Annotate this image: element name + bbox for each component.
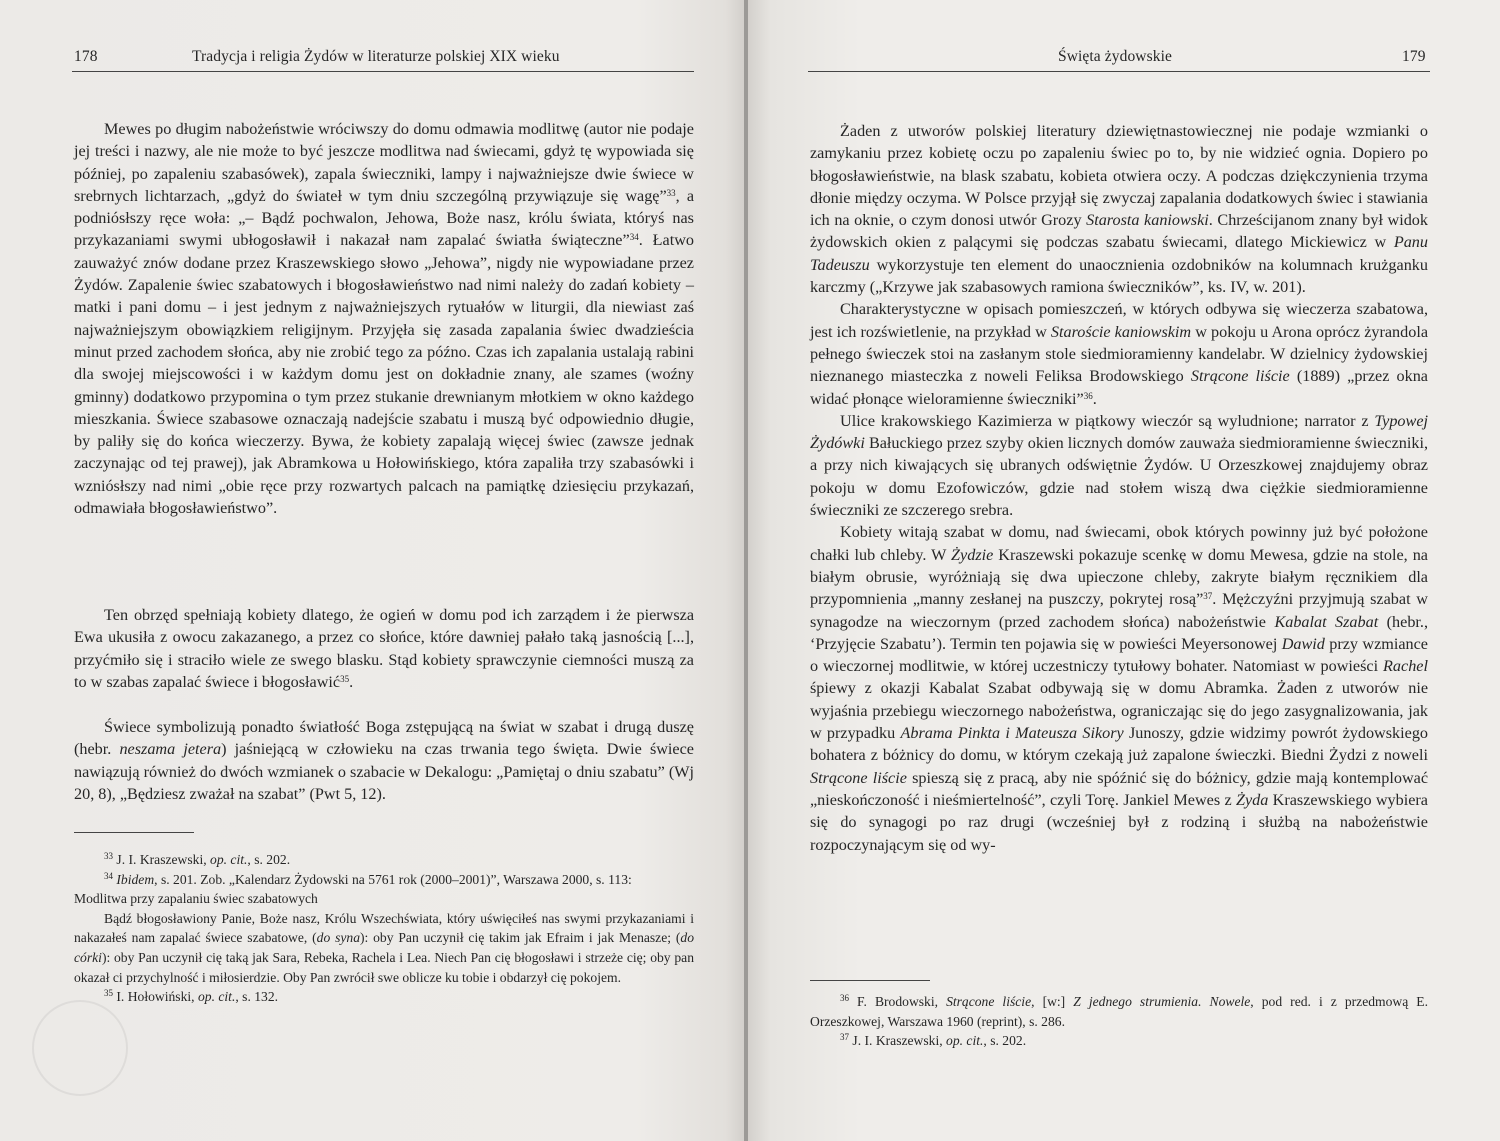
- text-segment: Kraszewskiego wybiera się do synagogi po raz drugi (wcześniej był z rodziną i służbą na nabożeństwie rozpoczynającym się od wy-: [810, 790, 1428, 854]
- page-number-right: 179: [1402, 48, 1426, 65]
- footnote-rule-left: [74, 832, 194, 833]
- footnote-number: 34: [104, 870, 113, 881]
- footnote-33: [74, 850, 694, 870]
- text-segment: , s. 201. Zob. „Kalendarz Żydowski na 5761 rok (2000–2001)”, Warszawa 2000, s. 113:: [154, 871, 632, 887]
- text-segment: . Łatwo zauważyć znów dodane przez Kraszewskiego słowo „Jehowa”, nigdy nie wypowiadane przez Żydów. Zapalenie świec szabatowych i błogosławieństwo nad nimi należy do zadań kobiety – matki i pani domu – i jest jednym z najważniejszych rytuałów w liturgii, dla niewiast zaś najważniejszym obowiązkiem religijnym. Przyjęła się zasada zapalania świec dwadzieścia minut przed zachodem słońca, aby nie zrobić tego za późno. Czas ich zapalania ustalają rabini dla swojej miejscowości i w każdym domu jest on dokładnie znany, ale szames (woźny gminny) dodatkowo przypomina o tym przez stukanie drewnianym młotkiem w okno każdego mieszkania. Świece szabasowe oznaczają nadejście szabatu i muszą być odpowiednio długie, by paliły się do końca wieczerzy. Bywa, że kobiety zapalają więcej świec (zawsze jednak zaczynając od tej prawej), jak Abramkowa u Hołowińskiego, która zapaliła trzy szabasówki i wzniósłszy nad nimi „obie ręce przy rozwartych palcach na pamiątkę dziesięciu przykazań, odmawiała błogosławieństwo”.: [74, 231, 694, 518]
- text-segment: , s. 202.: [983, 1033, 1027, 1049]
- text-segment: spieszą się z pracą, aby nie spóźnić się do bóżnicy, gdzie mają kontemplować „nieskończoność i nieśmiertelność”, czyli Torę. Jankiel Mewes z: [810, 768, 1429, 809]
- page-number-left: 178: [74, 48, 98, 65]
- italic-title: Żydzie: [951, 545, 994, 564]
- footnote-number: 35: [104, 988, 113, 999]
- text-segment: Kraszewski pokazuje scenkę w domu Mewesa, gdzie na stole, na białym obrusie, wyróżniają się dwa upieczone chleby, zakryte białym ręcznikiem dla przypomnienia „manny zesłanej na puszczy, pokrytej rosą”: [810, 545, 1428, 609]
- running-head-right: Święta żydowskie: [1058, 48, 1172, 65]
- prayer-text: [74, 909, 694, 987]
- right-main-text: [810, 120, 1428, 856]
- footnote-number: 37: [840, 1032, 849, 1043]
- right-page: [748, 0, 1500, 1141]
- paragraph: [810, 521, 1428, 855]
- text-segment: I. Hołowiński,: [116, 989, 198, 1005]
- italic-title: Typowej Żydówki: [810, 411, 1428, 453]
- header-rule-right: [808, 71, 1430, 72]
- italic-title: Kabalat Szabat: [1274, 612, 1379, 631]
- text-segment: .: [1092, 389, 1097, 408]
- italic-term: Ibidem: [116, 871, 155, 887]
- text-segment: Bałuckiego przez szyby okien licznych domów zauważa siedmioramienne świeczniki, a przy nich kiwających się ubranych odświętnie Żydów. U Orzeszkowej znajdujemy obraz pokoju w domu Ezofowiczów, gdzie nad stołem wiszą dwa ciężkie siedmioramienne świeczniki ze szczerego srebra.: [810, 434, 1428, 520]
- footnote-34: [74, 870, 694, 890]
- header-rule-left: [72, 71, 694, 72]
- italic-term: do syna: [316, 930, 360, 946]
- italic-title: Panu Tadeuszu: [810, 233, 1428, 274]
- footnote-36: [810, 992, 1428, 1031]
- italic-title: Rachel: [1383, 657, 1428, 676]
- text-segment: , s. 132.: [235, 989, 279, 1005]
- text-segment: Żaden z utworów polskiej literatury dziewiętnastowiecznej nie podaje wzmianki o zamykaniu przez kobietę oczu po zapaleniu świec po to, by nie widzieć ognia. Dopiero po błogosławieństwie, na blask szabatu, kobieta otwiera oczy. A podczas dziękczynienia trzyma dłonie między oczyma. W Polsce przyjął się zwyczaj zapalania dodatkowych świec i stawiania ich na oknie, o czym donosi utwór Grozy: [810, 122, 1428, 230]
- footnote-ref: 37: [1203, 591, 1213, 602]
- footnote-37: [810, 1031, 1428, 1051]
- paragraph: [810, 298, 1428, 409]
- italic-title: Strącone liście: [810, 768, 907, 787]
- paragraph: [810, 120, 1428, 298]
- italic-term: neszama jetera: [119, 740, 222, 759]
- running-head-left: Tradycja i religia Żydów w literaturze polskiej XIX wieku: [192, 48, 560, 65]
- footnote-ref: 36: [1083, 390, 1093, 401]
- text-segment: ) jaśniejącą w człowieku na czas trwania tego święta. Dwie świece nawiązują również do dwóch wzmianek o szabacie w Dekalogu: „Pamiętaj o dniu szabatu” (Wj 20, 8), „Będziesz zważał na szabat” (Pwt 5, 12).: [74, 740, 694, 803]
- text-segment: J. I. Kraszewski,: [116, 852, 211, 867]
- text-segment: J. I. Kraszewski,: [852, 1033, 947, 1049]
- text-segment: F. Brodowski,: [857, 994, 947, 1009]
- quote-text: Ten obrzęd spełniają kobiety dlatego, że ogień w domu pod ich zarządem i że pierwsza Ewa ukusiła z owocu zakazanego, a przez co słońce, które dawniej pałało taką jasnością [...], przyćmiło się i straciło wiele ze swego blasku. Stąd kobiety sprawczynie ciemności muszą za to w szabas zapalać świece i błogosławić: [74, 606, 694, 691]
- left-main-paragraph: [74, 118, 694, 519]
- italic-title: Żyda: [1235, 790, 1269, 809]
- text-segment: śpiewy z okazji Kabalat Szabat odbywają się w domu Abramka. Żaden z utworów nie wyjaśnia przebiegu wieczornego nabożeństwa, ograniczając się do jego zasygnalizowania, jak w przypadku: [810, 679, 1428, 743]
- block-quote: Ten obrzęd spełniają kobiety dlatego, że ogień w domu pod ich zarządem i że pierwsza Ewa ukusiła z owocu zakazanego, a przez co słońce, które dawniej pałało taką jasnością [...], przyćmiło się i straciło wiele ze swego blasku. Stąd kobiety sprawczynie ciemności muszą za to w szabas zapalać świece i błogosławić$^{35}$.: [74, 606, 694, 691]
- footnote-number: 36: [840, 993, 849, 1003]
- text-segment: Junoszy, gdzie widzimy powrót żydowskiego bohatera z bóżnicy do domu, w którym czekają już zapalone świeczki. Biedni Żydzi z noweli: [810, 724, 1429, 765]
- italic-title: Z jednego strumienia. Nowele: [1073, 994, 1251, 1009]
- text-segment: Świece symbolizują ponadto światłość Boga zstępującą na świat w szabat i drugą duszę (hebr.: [74, 718, 694, 759]
- text-segment: (1889) „przez okna widać płonące wieloramienne świeczniki”: [810, 367, 1428, 408]
- text-segment: . Mężczyźni przyjmują szabat w synagodze na wieczornym (przed zachodem słońca) nabożeństwie: [810, 590, 1428, 631]
- library-stamp-watermark: [32, 1000, 128, 1096]
- left-page: [0, 0, 748, 1141]
- italic-title: Strącone liście: [1190, 367, 1290, 386]
- italic-term: op. cit.: [946, 1033, 984, 1049]
- footnote-number: 33: [104, 851, 113, 861]
- footnote-ref: 35: [340, 673, 350, 684]
- italic-term: do córki: [74, 930, 694, 965]
- text-segment: , a podniósłszy ręce woła: „– Bądź pochwalon, Jehowa, Boże nasz, królu świata, któryś nas przykazaniami swymi ubłogosławił i nakazał nam zapalać światła świąteczne”: [74, 186, 694, 250]
- text-segment: , [w:]: [1031, 994, 1074, 1009]
- right-footnotes: [810, 992, 1428, 1051]
- text-segment: , pod red. i z przedmową E. Orzeszkowej, Warszawa 1960 (reprint), s. 286.: [810, 994, 1428, 1029]
- text-segment: , s. 202.: [247, 852, 291, 867]
- italic-title: Strącone liście: [946, 994, 1032, 1009]
- text-segment: Charakterystyczne w opisach pomieszczeń, w których odbywa się wieczerza szabatowa, jest ich rozświetlenie, na przykład w: [810, 300, 1428, 341]
- text-segment: Kobiety witają szabat w domu, nad świecami, obok których powinny już być położone chałki lub chleby. W: [810, 523, 1428, 564]
- text-segment: ): oby Pan uczynił cię taką jak Sara, Rebeka, Rachela i Lea. Niech Pan cię błogosławi i strzeże cię; oby pan okazał ci przychylność i miłosierdzie. Oby Pan zwrócił swe oblicze ku tobie i obdarzył cię pokojem.: [74, 949, 694, 985]
- footnote-ref: 33: [666, 187, 676, 198]
- text-segment: przy wzmiance o wieczornej modlitwie, w której uczestniczy tytułowy bohater. Natomiast w powieści: [810, 634, 1428, 676]
- text-segment: w pokoju u Arona oprócz żyrandola pełnego świeczek stoi na zasłanym stole siedmioramienny kandelabr. W dzielnicy żydowskiej nieznanego miasteczka z noweli Feliksa Brodowskiego: [810, 322, 1429, 386]
- footnote-ref: 34: [629, 232, 639, 243]
- italic-term: op. cit.: [197, 989, 236, 1005]
- left-footnotes: [74, 850, 694, 1007]
- italic-title: Starosta kaniowski: [1086, 211, 1209, 230]
- prayer-title: Modlitwa przy zapalaniu świec szabatowych: [74, 891, 318, 907]
- paragraph: [810, 410, 1428, 521]
- text-segment: ): oby Pan uczynił cię takim jak Efraim i jak Menasze; (: [360, 930, 681, 946]
- footnote-35: [74, 987, 694, 1007]
- text-segment: wykorzystuje ten element do unaocznienia ozdobników na kolumnach krużganku karczmy („Krzywe jak szabasowych ramiona świeczników”, ks. IV, w. 201).: [810, 255, 1428, 297]
- text-segment: Bądź błogosławiony Panie, Boże nasz, Królu Wszechświata, który uświęciłeś nas swymi przykazaniami i nakazałeś nam zapalać świece szabatowe, (: [74, 910, 694, 946]
- left-second-paragraph: [74, 716, 694, 805]
- text-segment: Mewes po długim nabożeństwie wróciwszy do domu odmawia modlitwę (autor nie podaje jej treści i nazwy, ale nie może to być jeszcze modlitwa nad świecami, gdyż tę wypowiada się później, po zapaleniu szabasówek), zapala świeczniki, lampy i najważniejsze dwie świece w srebrnych lichtarzach, „gdyż do świateł w tym dniu szczególną przywiązuje się wagę”: [74, 120, 694, 205]
- text-segment: Ulice krakowskiego Kazimierza w piątkowy wieczór są wyludnione; narrator z: [840, 411, 1375, 430]
- footnote-rule-right: [810, 980, 930, 981]
- text-segment: (hebr., ‘Przyjęcie Szabatu’). Termin ten pojawia się w powieści Meyersonowej: [810, 612, 1429, 653]
- italic-title: Dawid: [1281, 634, 1325, 653]
- text-segment: . Chrześcijanom znany był widok żydowskich okien z palącymi się podczas szabatu świecami, dlatego Mickiewicz w: [810, 211, 1428, 252]
- italic-title: Staroście kaniowskim: [1050, 322, 1192, 341]
- italic-term: op. cit.: [210, 852, 248, 867]
- italic-title: Abrama Pinkta i Mateusza Sikory: [900, 724, 1124, 743]
